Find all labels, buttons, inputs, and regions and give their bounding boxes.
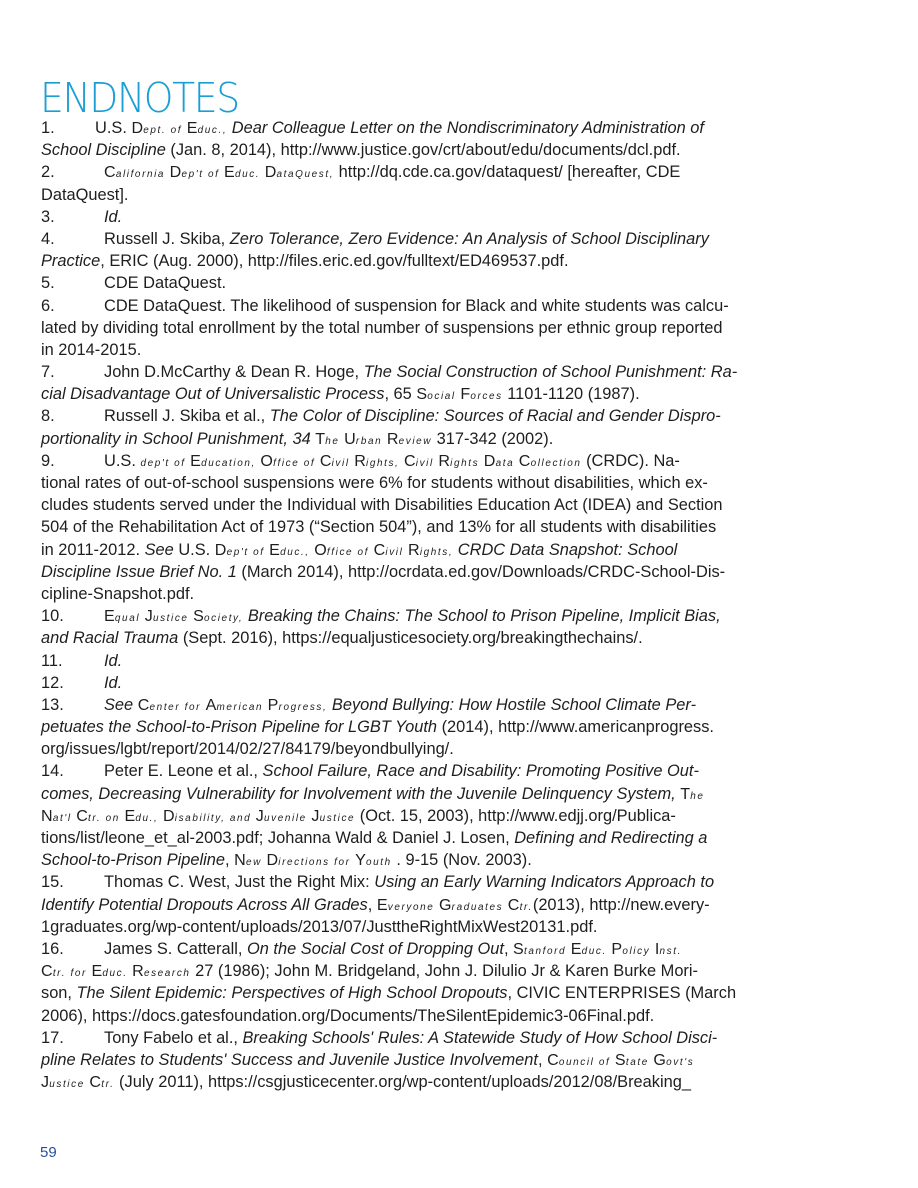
small-caps-source: Education,: [190, 451, 256, 470]
endnote-continuation: cial Disadvantage Out of Universalistic Process, 65 Social Forces 1101-1120 (1987).: [41, 385, 640, 404]
italic-title: Id.: [104, 207, 123, 226]
endnote-continuation: lated by dividing total enrollment by the total number of suspensions per ethnic group reported: [41, 318, 723, 337]
endnote-item: [41, 650, 811, 672]
small-caps-source: Dep't of: [169, 163, 220, 182]
endnote-number: 12.: [41, 673, 64, 692]
endnote-continuation: School Discipline (Jan. 8, 2014), http://www.justice.gov/crt/about/edu/documents/dcl.pdf.: [41, 141, 681, 160]
endnote-number: 5.: [41, 274, 55, 293]
small-caps-source: Society,: [193, 607, 244, 626]
small-caps-source: Rights,: [354, 451, 400, 470]
italic-title: The Social Construction of School Punishment: Ra-: [363, 363, 738, 382]
small-caps-source: Civil: [319, 451, 350, 470]
endnote-continuation: School-to-Prison Pipeline, New Directions for Youth . 9-15 (Nov. 2003).: [41, 851, 532, 870]
italic-title: Discipline Issue Brief No. 1: [41, 562, 237, 581]
small-caps-source: DataQuest,: [264, 163, 335, 182]
small-caps-source: State: [614, 1050, 649, 1069]
endnote-continuation: tional rates of out-of-school suspensions were 6% for students without disabilities, which ex-: [41, 474, 708, 492]
endnote-continuation: 2006), https://docs.gatesfoundation.org/Documents/TheSilentEpidemic3-06Final.pdf.: [41, 1006, 655, 1025]
italic-title: The Color of Discipline: Sources of Racial and Gender Dispro-: [269, 407, 721, 426]
small-caps-source: Educ.: [91, 962, 128, 981]
endnote-item: 6. CDE DataQuest. The likelihood of suspension for Black and white students was calcu-: [41, 295, 811, 317]
endnote-number: 15.: [41, 873, 64, 892]
small-caps-source: Juvenile: [255, 806, 307, 825]
endnote-number: 4.: [41, 229, 55, 248]
italic-title: Id.: [104, 673, 123, 692]
small-caps-source: Forces: [460, 385, 503, 404]
page-title: ENDNOTES: [40, 74, 239, 123]
small-caps-source: Center for: [137, 695, 202, 714]
italic-title: Defining and Redirecting a: [514, 829, 708, 847]
italic-title: See: [104, 695, 134, 714]
small-caps-source: Ctr. for: [41, 962, 87, 981]
endnote-continuation: in 2011-2012. See U.S. Dep't of Educ., Office of Civil Rights, CRDC Data Snapshot: School: [41, 540, 678, 559]
small-caps-source: Educ.: [224, 163, 261, 182]
endnote-number: 3.: [41, 207, 55, 226]
small-caps-source: Justice: [41, 1073, 85, 1092]
small-caps-source: Council of: [547, 1050, 611, 1069]
endnote-continuation: [41, 783, 811, 805]
small-caps-source: Nat'l: [41, 806, 72, 825]
endnote-number: 9.: [41, 451, 55, 470]
small-caps-source: Dep't of: [214, 540, 265, 559]
endnote-continuation: tions/list/leone_et_al-2003.pdf; Johanna Wald & Daniel J. Losen, Defining and Redirecting a: [41, 829, 708, 847]
italic-title: School Discipline: [41, 141, 166, 160]
endnote-continuation: 1graduates.org/wp-content/uploads/2013/07/JusttheRightMixWest20131.pdf.: [41, 917, 598, 936]
italic-title: pline Relates to Students' Success and Juvenile Justice Involvement: [41, 1050, 538, 1069]
italic-title: Breaking the Chains: The School to Prison Pipeline, Implicit Bias,: [247, 607, 721, 626]
italic-title: CRDC Data Snapshot: School: [457, 540, 678, 559]
small-caps-source: Inst.: [654, 939, 682, 958]
endnote-continuation: cludes students served under the Individual with Disabilities Education Act (IDEA) and Section: [41, 496, 723, 515]
endnote-item: 15. Thomas C. West, Just the Right Mix: Using an Early Warning Indicators Approach to: [41, 871, 811, 893]
endnote-item: 16. James S. Catterall, On the Social Cost of Dropping Out, Stanford Educ. Policy Inst.: [41, 938, 811, 960]
small-caps-source: Progress,: [267, 695, 328, 714]
small-caps-source: California: [104, 163, 166, 182]
endnote-continuation: Discipline Issue Brief No. 1 (March 2014), http://ocrdata.ed.gov/Downloads/CRDC-School-Dis-: [41, 562, 726, 581]
small-caps-source: Social: [416, 385, 456, 404]
small-caps-source: Data: [483, 451, 515, 470]
small-caps-source: Directions for: [266, 851, 351, 870]
small-caps-source: American: [205, 695, 264, 714]
italic-title: Beyond Bullying: How Hostile School Climate Per-: [331, 695, 697, 714]
italic-title: comes, Decreasing Vulnerability for Involvement with the Juvenile Delinquency System,: [41, 784, 676, 803]
endnote-continuation: petuates the School-to-Prison Pipeline for LGBT Youth (2014), http://www.americanprogress.: [41, 718, 714, 737]
small-caps-source: Office of: [260, 451, 316, 470]
endnote-number: 10.: [41, 607, 64, 626]
page-number: 59: [40, 1144, 57, 1161]
endnote-continuation: in 2014-2015.: [41, 340, 142, 359]
endnote-continuation: Ctr. for Educ. Research 27 (1986); John M. Bridgeland, John J. Dilulio Jr & Karen Burke Mori-: [41, 962, 698, 981]
endnote-item: [41, 694, 811, 716]
small-caps-source: Collection: [518, 451, 582, 470]
small-caps-source: The: [315, 429, 340, 448]
small-caps-source: New: [234, 851, 262, 870]
endnote-item: 8. Russell J. Skiba et al., The Color of Discipline: Sources of Racial and Gender Dispro-: [41, 405, 811, 427]
small-caps-source: Justice: [311, 806, 356, 825]
endnote-continuation: cipline-Snapshot.pdf.: [41, 584, 195, 603]
small-caps-source: Youth: [355, 851, 392, 870]
italic-title: The Silent Epidemic: Perspectives of High School Dropouts: [76, 984, 508, 1003]
endnote-item: 5. CDE DataQuest.: [41, 272, 811, 294]
endnote-item: 2. California Dep't of Educ. DataQuest, http://dq.cde.ca.gov/dataquest/ [hereafter, CDE: [41, 161, 811, 183]
small-caps-source: Civil: [373, 540, 404, 559]
endnote-number: 14.: [41, 762, 64, 781]
small-caps-source: Everyone: [376, 895, 435, 914]
italic-title: Practice: [41, 252, 101, 271]
italic-title: and Racial Trauma: [41, 629, 179, 648]
endnote-item: 7. John D.McCarthy & Dean R. Hoge, The Social Construction of School Punishment: Ra-: [41, 361, 811, 383]
endnote-number: 1.: [41, 119, 55, 137]
endnote-continuation: pline Relates to Students' Success and Juvenile Justice Involvement, Council of State Govt's: [41, 1050, 695, 1069]
italic-title: cial Disadvantage Out of Universalistic Process: [41, 385, 385, 404]
small-caps-source: Equal: [104, 607, 141, 626]
small-caps-source: Policy: [611, 939, 651, 958]
small-caps-source: Justice: [144, 607, 189, 626]
endnote-number: 7.: [41, 363, 55, 382]
italic-title: School Failure, Race and Disability: Promoting Positive Out-: [262, 762, 699, 781]
italic-title: Breaking Schools' Rules: A Statewide Study of How School Disci-: [242, 1028, 718, 1047]
small-caps-source: Stanford: [513, 939, 567, 958]
endnote-continuation: Practice, ERIC (Aug. 2000), http://files.eric.ed.gov/fulltext/ED469537.pdf.: [41, 252, 569, 271]
italic-title: Zero Tolerance, Zero Evidence: An Analysis of School Disciplinary: [229, 229, 709, 248]
endnote-item: [41, 672, 811, 694]
endnote-number: 11.: [41, 651, 63, 670]
small-caps-source: Office of: [314, 540, 370, 559]
endnote-number: 8.: [41, 407, 55, 426]
endnote-item: 17. Tony Fabelo et al., Breaking Schools' Rules: A Statewide Study of How School Disci-: [41, 1027, 811, 1049]
italic-title: petuates the School-to-Prison Pipeline for LGBT Youth: [41, 718, 438, 737]
endnote-item: 1. U.S. Dept. of Educ., Dear Colleague Letter on the Nondiscriminatory Administration of: [41, 117, 811, 139]
endnote-number: 6.: [41, 296, 55, 315]
italic-title: Using an Early Warning Indicators Approach to: [374, 873, 715, 892]
small-caps-source: dep't of: [140, 457, 186, 469]
italic-title: See: [144, 540, 174, 559]
small-caps-source: Edu.,: [124, 806, 159, 825]
small-caps-source: Educ.: [570, 939, 607, 958]
small-caps-source: Rights,: [408, 540, 454, 559]
endnote-continuation: Nat'l Ctr. on Edu., Disability, and Juvenile Justice (Oct. 15, 2003), http://www.edjj.org/Publica-: [41, 806, 676, 825]
endnote-continuation: Justice Ctr. (July 2011), https://csgjusticecenter.org/wp-content/uploads/2012/08/Breaking_: [41, 1073, 691, 1092]
endnote-continuation: son, The Silent Epidemic: Perspectives of High School Dropouts, CIVIC ENTERPRISES (March: [41, 984, 737, 1003]
small-caps-source: Educ.,: [186, 119, 228, 137]
italic-title: Identify Potential Dropouts Across All Grades: [41, 895, 368, 914]
italic-title: Dear Colleague Letter on the Nondiscriminatory Administration of: [231, 119, 704, 137]
small-caps-source: The: [680, 784, 705, 803]
small-caps-source: Disability, and: [162, 806, 252, 825]
endnote-continuation: portionality in School Punishment, 34 The Urban Review 317-342 (2002).: [41, 429, 554, 448]
small-caps-source: Govt's: [653, 1050, 695, 1069]
small-caps-source: Ctr.: [507, 895, 533, 914]
endnote-item: 9. U.S. dep't of Education, Office of Civil Rights, Civil Rights Data Collection (CRDC). Na-: [41, 450, 811, 472]
endnote-continuation: Identify Potential Dropouts Across All Grades, Everyone Graduates Ctr.(2013), http://new.every-: [41, 895, 710, 914]
italic-title: portionality in School Punishment, 34: [41, 429, 316, 448]
endnote-continuation: and Racial Trauma (Sept. 2016), https://equaljusticesociety.org/breakingthechains/.: [41, 629, 643, 648]
endnote-continuation: DataQuest].: [41, 185, 129, 204]
endnote-item: [41, 206, 811, 228]
small-caps-source: Civil: [403, 451, 434, 470]
endnote-number: 17.: [41, 1028, 64, 1047]
endnote-item: 4. Russell J. Skiba, Zero Tolerance, Zero Evidence: An Analysis of School Disciplinary: [41, 228, 811, 250]
small-caps-source: Educ.,: [269, 540, 310, 559]
endnote-number: 2.: [41, 163, 55, 182]
italic-title: Id.: [104, 651, 123, 670]
small-caps-source: Urban: [344, 429, 383, 448]
small-caps-source: Graduates: [438, 895, 504, 914]
endnote-item: 14. Peter E. Leone et al., School Failure, Race and Disability: Promoting Positive Out-: [41, 760, 811, 782]
small-caps-source: Research: [132, 962, 191, 981]
small-caps-source: Dept. of: [131, 119, 183, 137]
endnote-number: 13.: [41, 695, 64, 714]
endnote-number: 16.: [41, 939, 64, 958]
endnotes-list: [41, 117, 811, 1093]
small-caps-source: Rights: [438, 451, 480, 470]
small-caps-source: Review: [386, 429, 433, 448]
italic-title: School-to-Prison Pipeline: [41, 851, 226, 870]
endnote-continuation: 504 of the Rehabilitation Act of 1973 (“Section 504”), and 13% for all students with disabilities: [41, 518, 717, 537]
small-caps-source: Ctr.: [89, 1073, 115, 1092]
italic-title: On the Social Cost of Dropping Out: [247, 939, 504, 958]
small-caps-source: Ctr. on: [76, 806, 120, 825]
endnote-continuation: org/issues/lgbt/report/2014/02/27/84179/beyondbullying/.: [41, 740, 454, 759]
endnote-item: [41, 605, 811, 627]
